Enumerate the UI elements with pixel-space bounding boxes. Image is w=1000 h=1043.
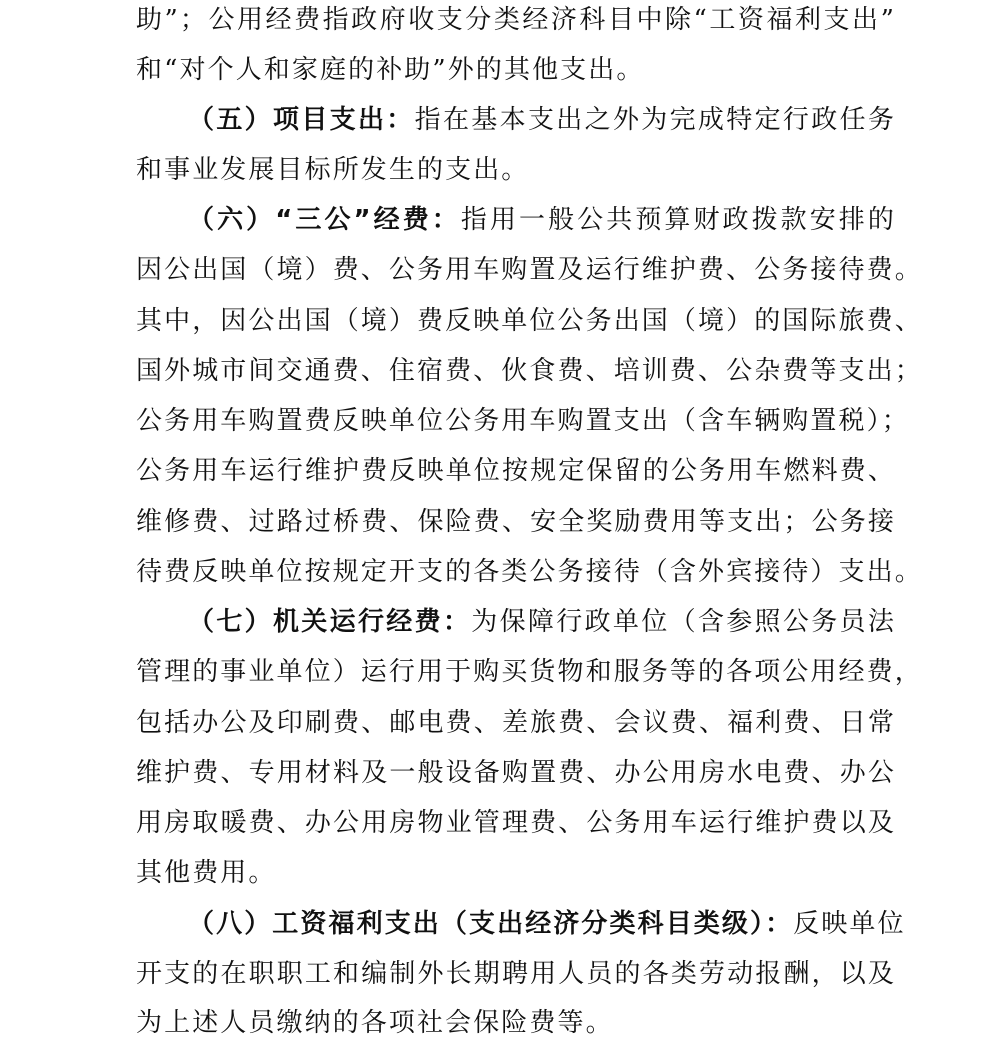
body-text-line: 待费反映单位按规定开支的各类公务接待（含外宾接待）支出。: [136, 557, 923, 587]
section-8-first-line: [188, 904, 906, 944]
body-text-line: 为上述人员缴纳的各项社会保险费等。: [136, 1008, 614, 1038]
body-text-line: 和事业发展目标所发生的支出。: [136, 155, 530, 185]
body-text-line: 公务用车购置费反映单位公务用车购置支出（含车辆购置税）；: [136, 406, 910, 436]
body-text-line: 管理的事业单位）运行用于购买货物和服务等的各项公用经费，: [136, 657, 923, 687]
section-6-text: 指用一般公共预算财政拨款安排的: [460, 205, 896, 235]
body-text-line: 其他费用。: [136, 858, 277, 888]
section-5-text: 指在基本支出之外为完成特定行政任务: [414, 105, 896, 135]
section-6-first-line: [188, 200, 896, 240]
body-text-line: 用房取暖费、办公用房物业管理费、公务用车运行维护费以及: [136, 808, 896, 838]
body-text-line: 助”；公用经费指政府收支分类经济科目中除“工资福利支出”: [136, 5, 896, 35]
body-text-line: 维修费、过路过桥费、保险费、安全奖励费用等支出；公务接: [136, 507, 896, 537]
body-text-line: 国外城市间交通费、住宿费、伙食费、培训费、公杂费等支出；: [136, 356, 923, 386]
body-text-line: 其中，因公出国（境）费反映单位公务出国（境）的国际旅费、: [136, 306, 923, 336]
section-7-heading: （七）机关运行经费：: [188, 607, 472, 637]
section-8-heading: （八）工资福利支出（支出经济分类科目类级）：: [188, 909, 794, 939]
section-6-heading: （六）“三公”经费：: [188, 205, 461, 235]
section-7-first-line: [188, 602, 896, 642]
section-5-first-line: [188, 100, 896, 140]
body-text-line: 包括办公及印刷费、邮电费、差旅费、会议费、福利费、日常: [136, 708, 896, 738]
section-8-text: 反映单位: [793, 909, 906, 939]
body-text-line: 因公出国（境）费、公务用车购置及运行维护费、公务接待费。: [136, 255, 923, 285]
body-text-line: 公务用车运行维护费反映单位按规定保留的公务用车燃料费、: [136, 456, 896, 486]
section-5-heading: （五）项目支出：: [188, 105, 415, 135]
body-text-line: 和“对个人和家庭的补助”外的其他支出。: [136, 55, 645, 85]
body-text-line: 维护费、专用材料及一般设备购置费、办公用房水电费、办公: [136, 758, 896, 788]
section-7-text: 为保障行政单位（含参照公务员法: [471, 607, 896, 637]
body-text-line: 开支的在职职工和编制外长期聘用人员的各类劳动报酬，以及: [136, 959, 896, 989]
